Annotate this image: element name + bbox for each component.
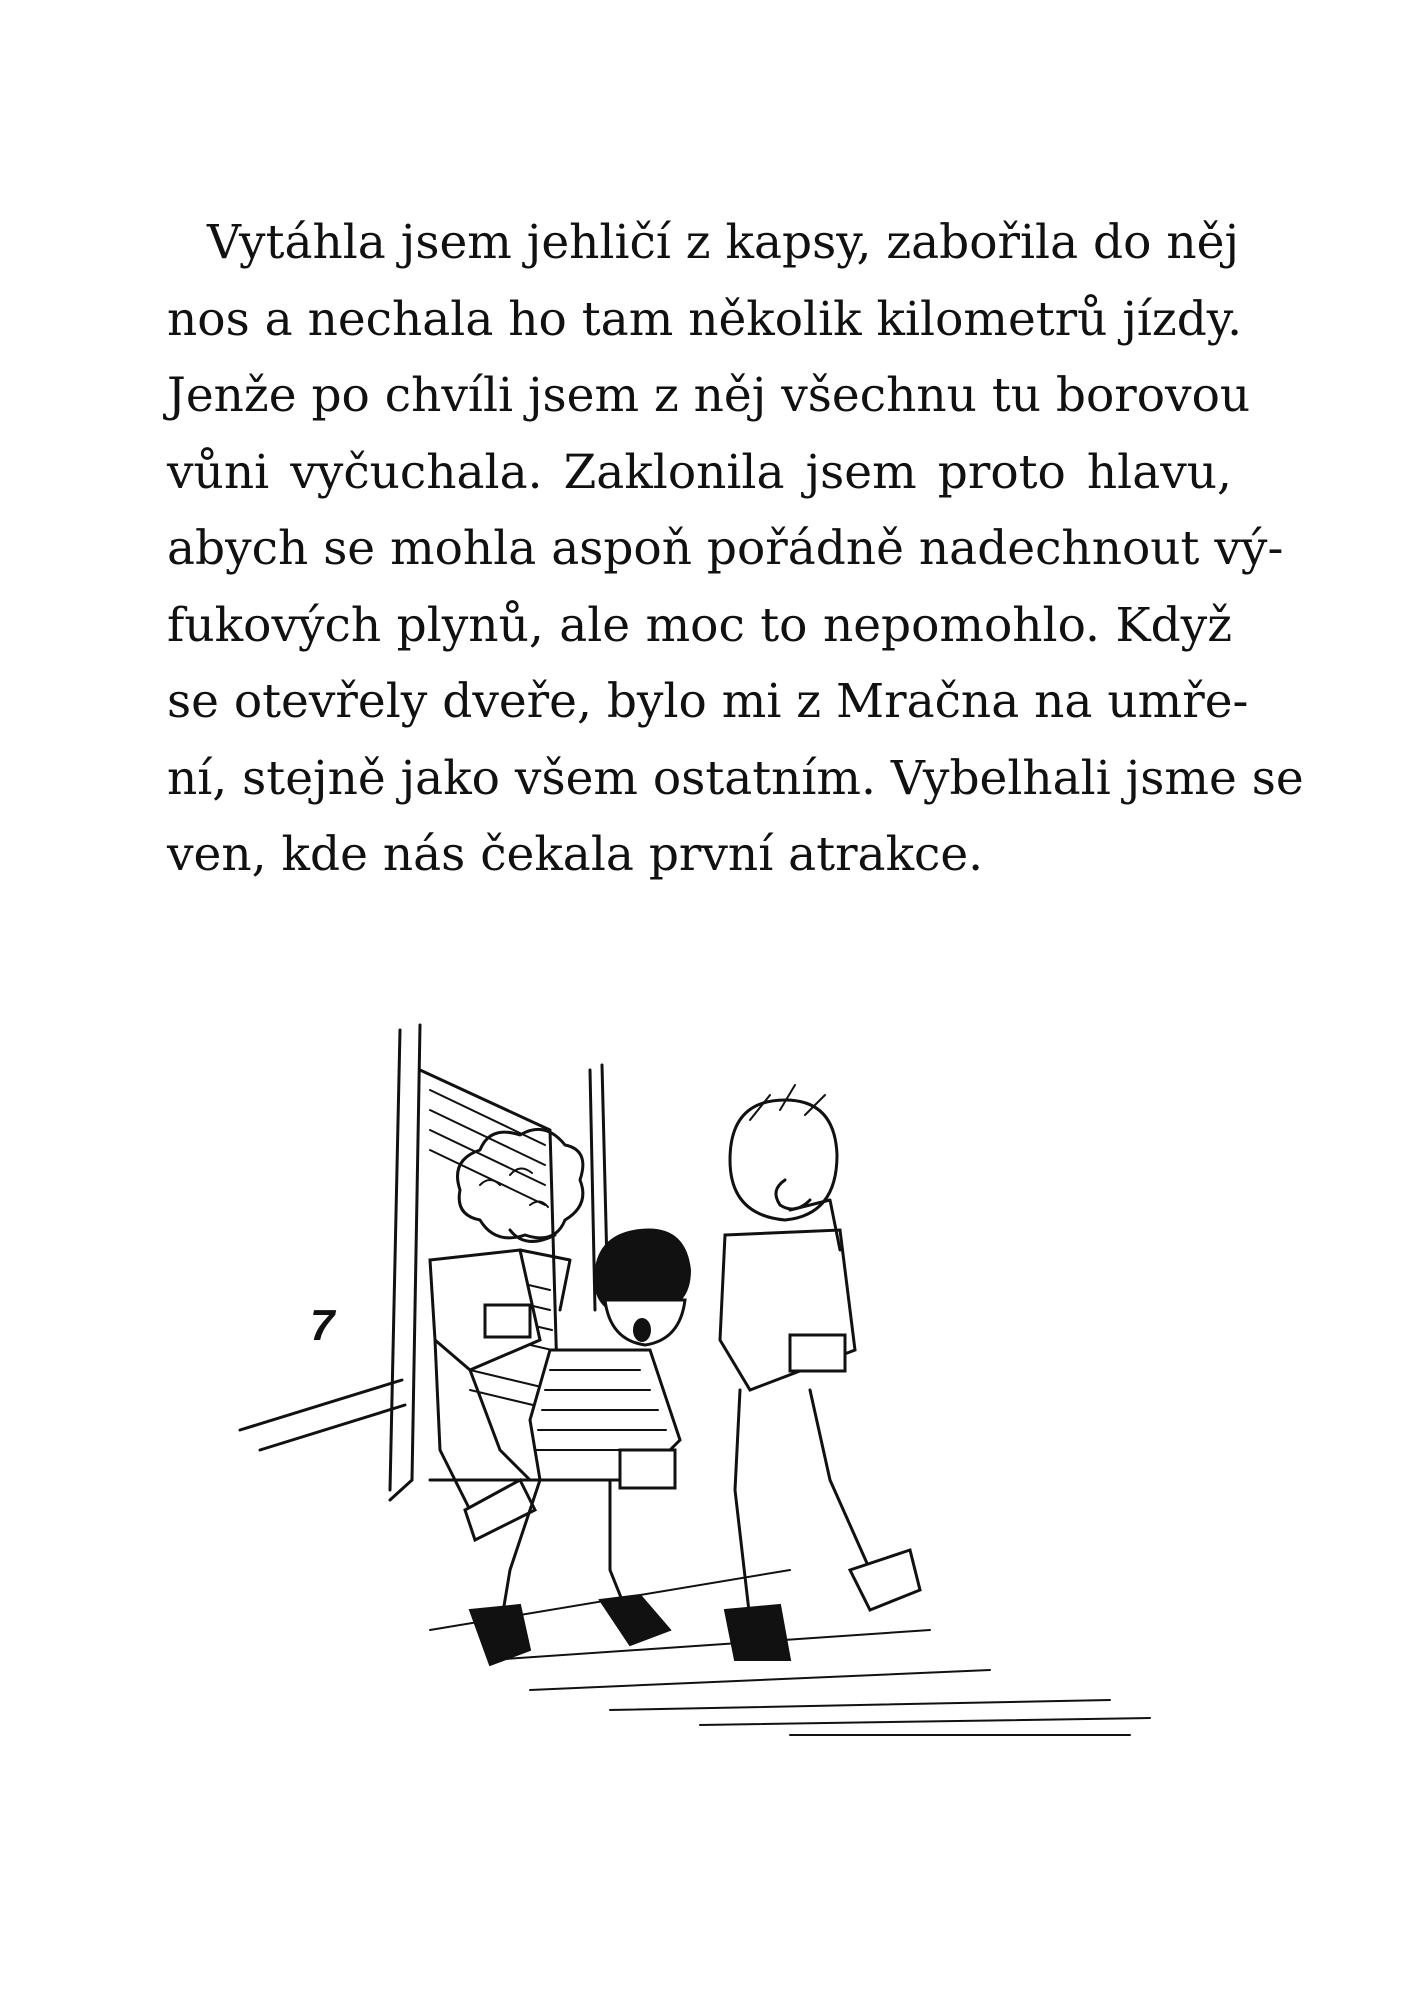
text-line: Vytáhla jsem jehličí z kapsy, zabořila do něj — [207, 215, 1240, 270]
text-line: fukových plynů, ale moc to nepomohlo. Když — [167, 597, 1232, 653]
door-number: 7 — [310, 1301, 335, 1350]
text-line: abych se mohla aspoň pořádně nadechnout vý- — [167, 521, 1284, 576]
paragraph — [167, 205, 1304, 894]
text-line: nos a nechala ho tam několik kilometrů jízdy. — [167, 291, 1243, 347]
text-line: se otevřely dveře, bylo mi z Mračna na umře- — [167, 674, 1249, 729]
text-line: vůni vyčuchala. Zaklonila jsem proto hlavu, — [167, 444, 1232, 500]
text-line: ní, stejně jako všem ostatním. Vybelhali jsme se — [167, 750, 1304, 806]
kid-holding-nose — [720, 1085, 920, 1660]
text-line: ven, kde nás čekala první atrakce. — [167, 827, 984, 882]
text-line: Jenže po chvíli jsem z něj všechnu tu borovou — [167, 368, 1251, 423]
illustration-children-leaving-bus — [230, 1010, 1180, 1860]
ground-shadow — [430, 1570, 1150, 1735]
